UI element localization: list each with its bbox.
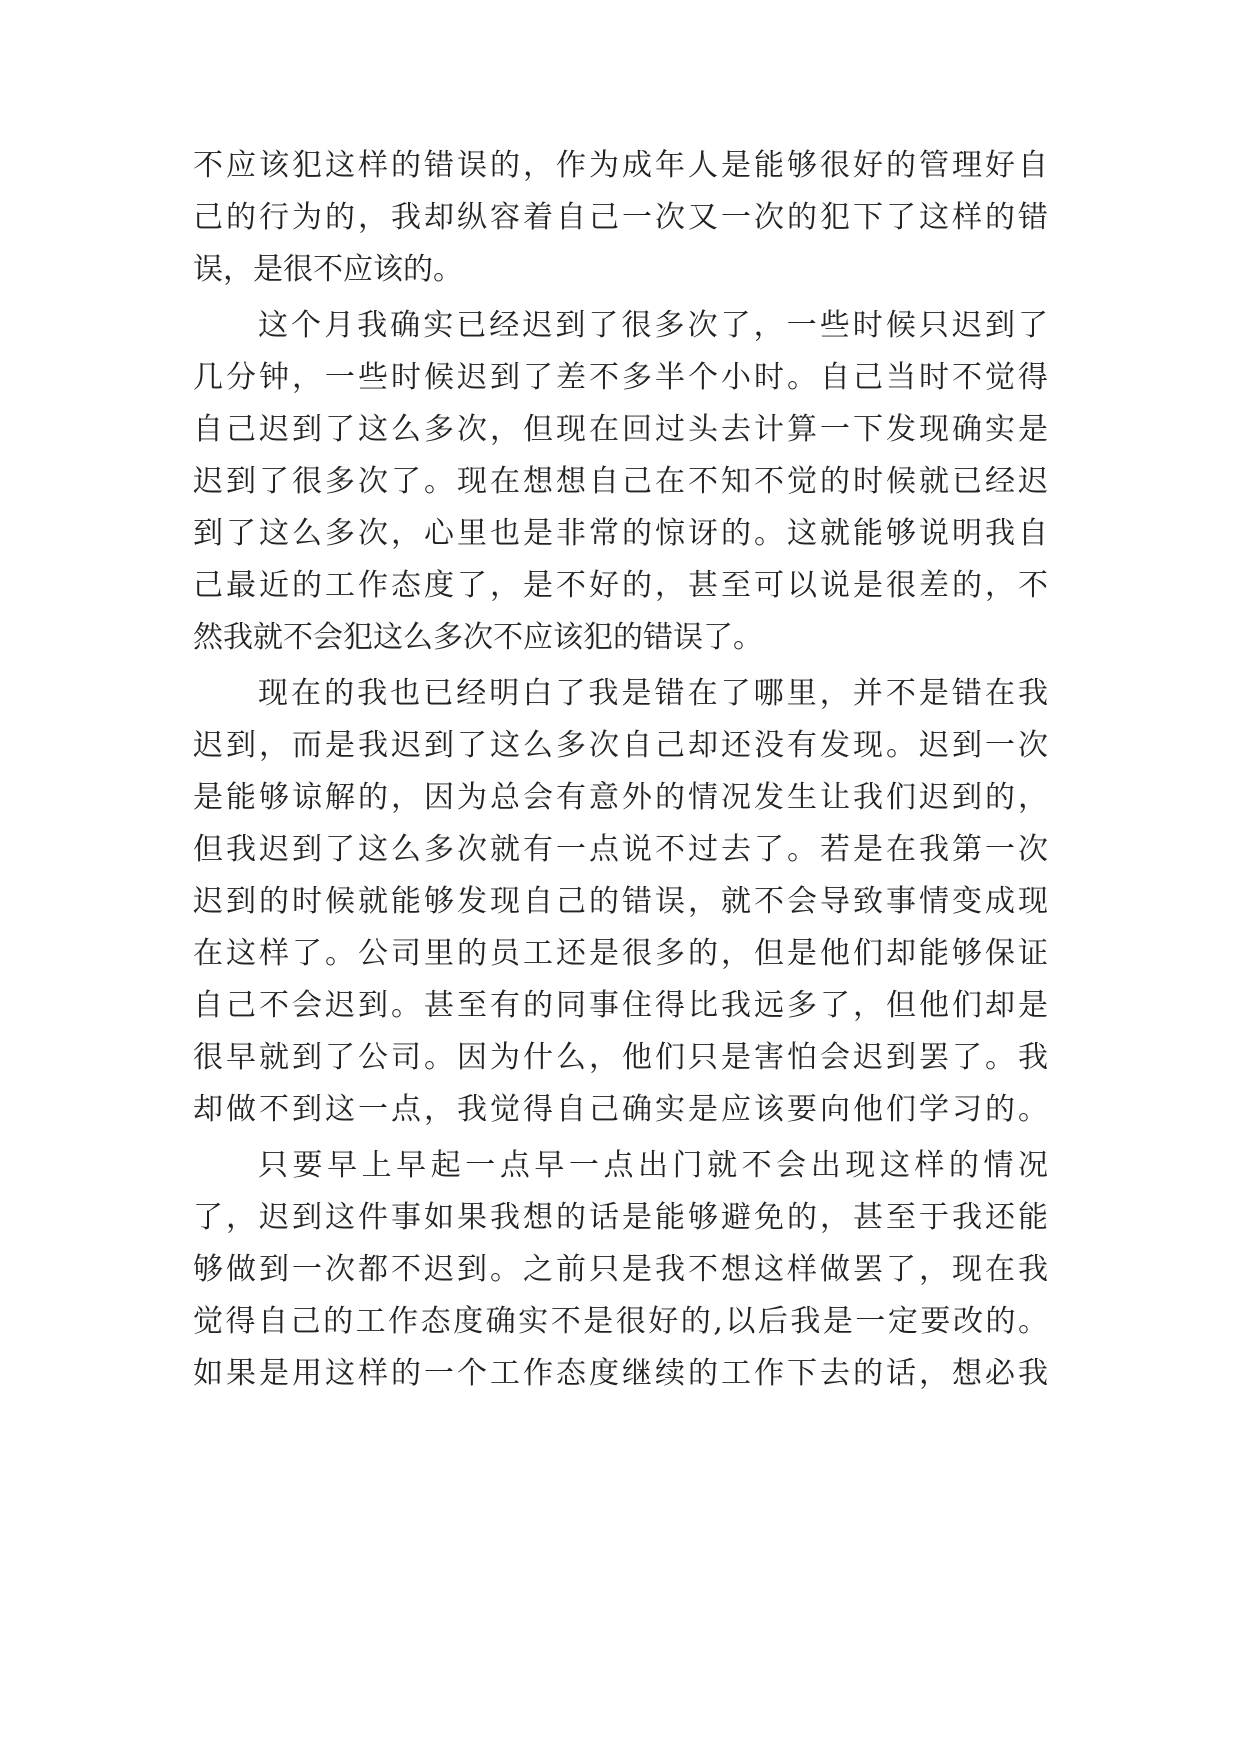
text-line: 误，是很不应该的。 bbox=[193, 252, 463, 287]
text-line: 这个月我确实已经迟到了很多次了，一些时候只迟到了 bbox=[258, 308, 1048, 343]
text-line: 自己迟到了这么多次，但现在回过头去计算一下发现确实是 bbox=[193, 412, 1048, 447]
text-line: 但我迟到了这么多次就有一点说不过去了。若是在我第一次 bbox=[193, 832, 1048, 867]
text-line: 很早就到了公司。因为什么，他们只是害怕会迟到罢了。我 bbox=[193, 1040, 1048, 1075]
text-line: 迟到，而是我迟到了这么多次自己却还没有发现。迟到一次 bbox=[193, 728, 1048, 763]
text-line: 了，迟到这件事如果我想的话是能够避免的，甚至于我还能 bbox=[193, 1200, 1048, 1235]
text-line: 迟到了很多次了。现在想想自己在不知不觉的时候就已经迟 bbox=[193, 464, 1048, 499]
text-line: 是能够谅解的，因为总会有意外的情况发生让我们迟到的， bbox=[193, 780, 1048, 815]
text-line: 如果是用这样的一个工作态度继续的工作下去的话，想必我 bbox=[193, 1356, 1048, 1391]
text-line: 在这样了。公司里的员工还是很多的，但是他们却能够保证 bbox=[193, 936, 1048, 971]
text-line: 现在的我也已经明白了我是错在了哪里，并不是错在我 bbox=[258, 676, 1048, 711]
text-line: 几分钟，一些时候迟到了差不多半个小时。自己当时不觉得 bbox=[193, 360, 1048, 395]
text-line: 不应该犯这样的错误的，作为成年人是能够很好的管理好自 bbox=[193, 148, 1048, 183]
text-line: 迟到的时候就能够发现自己的错误，就不会导致事情变成现 bbox=[193, 884, 1048, 919]
text-line: 己最近的工作态度了，是不好的，甚至可以说是很差的，不 bbox=[193, 568, 1048, 603]
text-line: 觉得自己的工作态度确实不是很好的,以后我是一定要改的。 bbox=[193, 1304, 1048, 1339]
text-line: 到了这么多次，心里也是非常的惊讶的。这就能够说明我自 bbox=[193, 516, 1048, 551]
text-line: 够做到一次都不迟到。之前只是我不想这样做罢了，现在我 bbox=[193, 1252, 1048, 1287]
text-line: 己的行为的，我却纵容着自己一次又一次的犯下了这样的错 bbox=[193, 200, 1048, 235]
text-line: 却做不到这一点，我觉得自己确实是应该要向他们学习的。 bbox=[193, 1092, 1048, 1127]
text-line: 只要早上早起一点早一点出门就不会出现这样的情况 bbox=[258, 1148, 1048, 1183]
text-line: 自己不会迟到。甚至有的同事住得比我远多了，但他们却是 bbox=[193, 988, 1048, 1023]
text-line: 然我就不会犯这么多次不应该犯的错误了。 bbox=[193, 620, 763, 655]
